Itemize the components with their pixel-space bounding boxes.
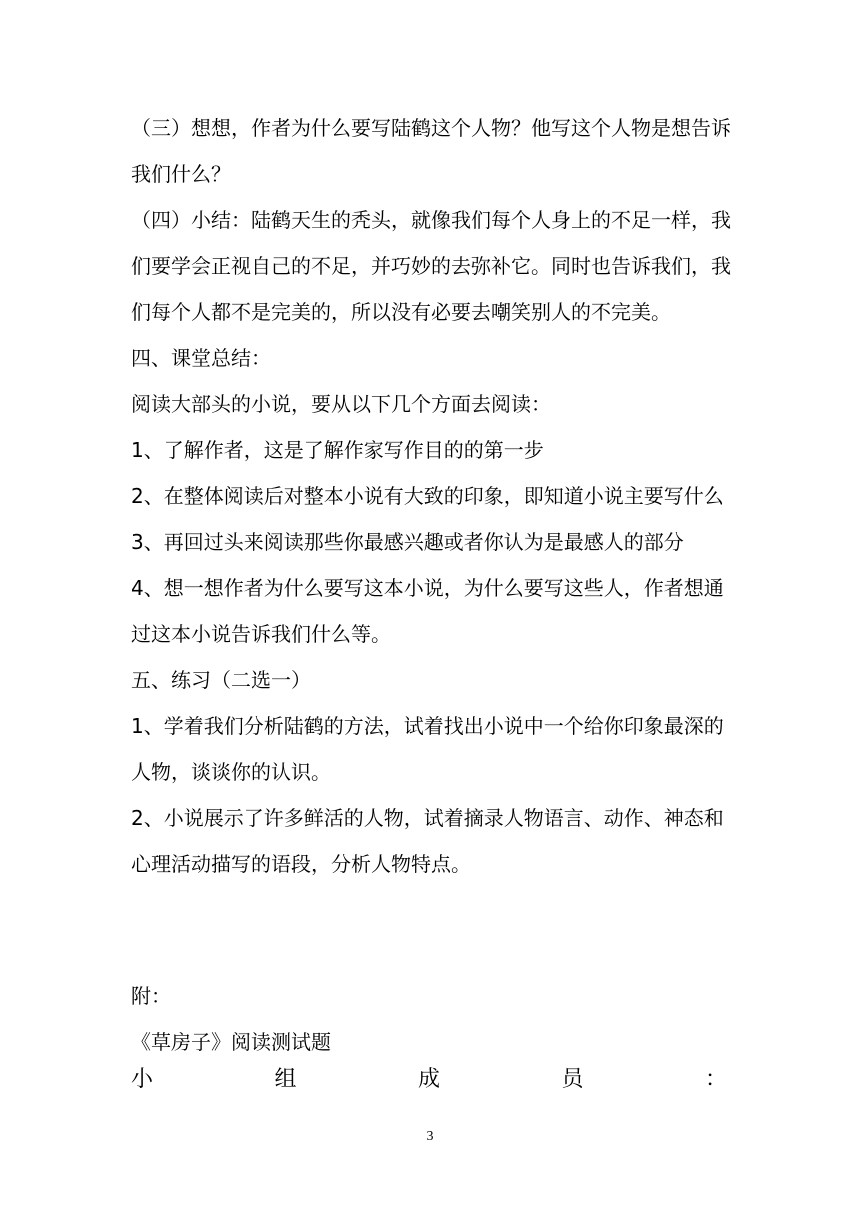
exercise-2-line-2: 心理活动描写的语段，分析人物特点。 <box>131 852 471 876</box>
exercise-1-line-1: 1、学着我们分析陆鹤的方法，试着找出小说中一个给你印象最深的 <box>131 714 724 738</box>
reading-step-1: 1、了解作者，这是了解作家写作目的的第一步 <box>131 438 544 462</box>
exercise-1-line-2: 人物，谈谈你的认识。 <box>131 760 331 784</box>
exercise-2-line-1: 2、小说展示了许多鲜活的人物，试着摘录人物语言、动作、神态和 <box>131 806 724 830</box>
reading-step-3: 3、再回过头来阅读那些你最感兴趣或者你认为是最感人的部分 <box>131 530 684 554</box>
reading-step-4-line-1: 4、想一想作者为什么要写这本小说，为什么要写这些人，作者想通 <box>131 576 724 600</box>
group-label-char: 员 <box>561 1067 584 1092</box>
reading-step-2: 2、在整体阅读后对整本小说有大致的印象，即知道小说主要写什么 <box>131 484 724 508</box>
group-label-char: ： <box>704 1067 727 1092</box>
appendix-label: 附： <box>131 984 171 1008</box>
group-members-label <box>131 1066 727 1094</box>
page-number: 3 <box>426 1129 434 1144</box>
summary-line-2: 们要学会正视自己的不足，并巧妙的去弥补它。同时也告诉我们，我 <box>131 254 731 278</box>
reading-intro-line: 阅读大部头的小说，要从以下几个方面去阅读： <box>131 392 551 416</box>
summary-line-1: （四）小结：陆鹤天生的秃头，就像我们每个人身上的不足一样，我 <box>131 208 731 232</box>
question-three-line-2: 我们什么？ <box>131 162 231 186</box>
reading-step-4-line-2: 过这本小说告诉我们什么等。 <box>131 622 391 646</box>
group-label-char: 成 <box>417 1067 440 1092</box>
summary-line-3: 们每个人都不是完美的，所以没有必要去嘲笑别人的不完美。 <box>131 300 671 324</box>
section-heading-exercise: 五、练习（二选一） <box>131 668 311 692</box>
group-label-char: 小 <box>131 1067 154 1092</box>
section-heading-class-summary: 四、课堂总结： <box>131 346 271 370</box>
appendix-title: 《草房子》阅读测试题 <box>131 1030 331 1054</box>
group-label-char: 组 <box>274 1067 297 1092</box>
question-three-line-1: （三）想想，作者为什么要写陆鹤这个人物？他写这个人物是想告诉 <box>131 116 731 140</box>
